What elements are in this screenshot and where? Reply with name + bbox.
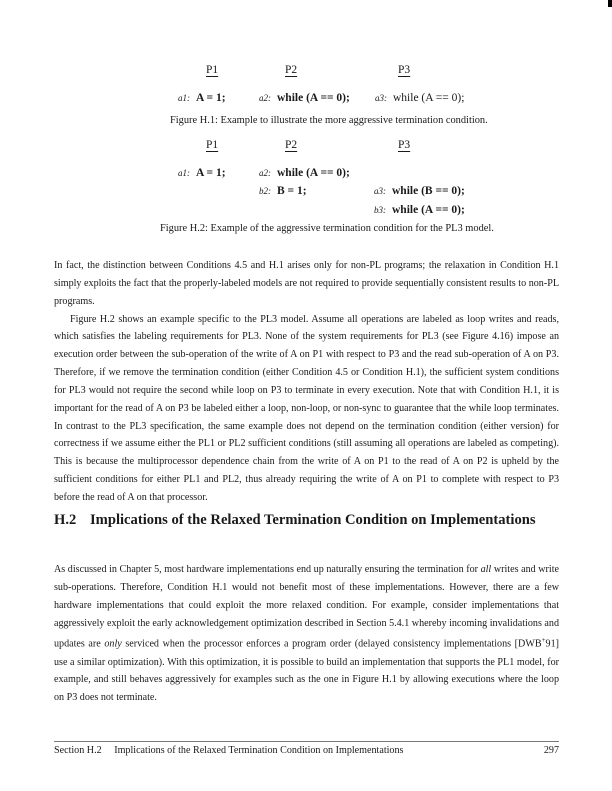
page-number: 297 [543, 745, 559, 756]
fig2-p3-statement-b3 [374, 200, 465, 218]
statement-label: a1: [178, 168, 190, 178]
fig2-p1-statement-a1 [178, 163, 226, 181]
statement-code: A = 1; [196, 92, 226, 104]
fig1-p3-statement [375, 88, 464, 106]
statement-label: b2: [259, 186, 271, 196]
statement-code: while (B == 0); [392, 185, 465, 197]
fig2-header-p3: P3 [398, 139, 411, 151]
statement-code: while (A == 0); [392, 204, 465, 216]
page-footer [54, 745, 559, 756]
section-body [54, 561, 559, 707]
fig2-p3-statement-a3 [374, 181, 465, 199]
paragraph: In fact, the distinction between Conditions 4.5 and H.1 arises only for non-PL programs; the relaxation in Condition H.1 simply exploits the fact that the properly-labeled models are not required to provide sequentially consistent results to non-PL programs. [54, 260, 559, 307]
statement-code: while (A == 0); [277, 167, 350, 179]
fig1-header-p1: P1 [206, 64, 219, 76]
fig2-header-p2: P2 [285, 139, 298, 151]
fig2-header-p1: P1 [206, 139, 219, 151]
statement-label: a2: [259, 93, 271, 103]
fig1-p1-statement [178, 88, 226, 106]
fig2-p2-statement-a2 [259, 163, 350, 181]
footer-section-title: Implications of the Relaxed Termination Condition on Implementations [114, 745, 404, 756]
scan-mark [608, 0, 612, 7]
fig1-p2-statement [259, 88, 350, 106]
statement-label: a2: [259, 168, 271, 178]
statement-label: a3: [374, 186, 386, 196]
paragraph [54, 561, 559, 707]
statement-label: a1: [178, 93, 190, 103]
section-heading [54, 508, 559, 533]
statement-code: while (A == 0); [277, 92, 350, 104]
figure-h2-caption: Figure H.2: Example of the aggressive termination condition for the PL3 model. [160, 223, 494, 234]
fig2-p2-statement-b2 [259, 181, 307, 199]
footer-rule [54, 741, 559, 742]
statement-code: A = 1; [196, 167, 226, 179]
footer-section-label: Section H.2 [54, 745, 102, 756]
statement-code: B = 1; [277, 185, 307, 197]
fig1-header-p3: P3 [398, 64, 411, 76]
text-run: serviced when the processor enforces a program order (delayed consistency implementations [DWB [121, 638, 542, 650]
figure-h1-caption: Figure H.1: Example to illustrate the more aggressive termination condition. [170, 115, 488, 126]
statement-label: b3: [374, 205, 386, 215]
paragraph: Figure H.2 shows an example specific to the PL3 model. Assume all operations are labeled as loop writes and reads, which satisfies the labeling requirements for PL3. None of the system requirements for PL3 (see Figure 4.16) impose an execution order between the sub-operation of the write of A on P1 with respect to P3 and the read sub-operation of A on P3. Therefore, if we remove the termination condition (either Condition 4.5 or Condition H.1), the sufficient system conditions for PL3 would not require the second while loop on P3 to terminate in every execution. Note that with Condition H.1, it is important for the read of A on P3 be labeled either a loop, non-loop, or non-sync to guarantee that the while loop terminates. In contrast to the PL3 specification, the same example does not depend on the termination condition (either version) for correctness if we assume either the PL1 or PL2 sufficient conditions (still assuming all operations are labeled as competing). This is because the multiprocessor dependence chain from the write of A on P1 to the read of A on P2 is upheld by the sufficient conditions for either PL1 and PL2, thus already requiring the write of A on P1 to complete with respect to P3 before the read of A on that processor. [54, 313, 559, 503]
text-run: writes and write sub-operations. Therefore, Condition H.1 would not benefit most of these implementations. However, there are a few hardware implementations that could exploit the more relaxed condition. For example, consider implementations that aggressively exploit the early acknowledgement optimization described in Section 5.4.1 whereby incoming invalidations and updates are [54, 564, 559, 650]
text-run: As discussed in Chapter 5, most hardware implementations end up naturally ensuring the termination for [54, 564, 481, 575]
section-number: H.2 [54, 512, 77, 528]
section-title: Implications of the Relaxed Termination Condition on Implementations [90, 512, 536, 528]
emphasis: all [480, 564, 492, 575]
statement-label: a3: [375, 93, 387, 103]
superscript: + [541, 636, 546, 645]
statement-code: while (A == 0); [393, 92, 465, 104]
text-run: 91] use a similar optimization). With this optimization, it is possible to build an implementation that supports the PL1 model, for example, and still behaves aggressively for examples such as the one in Figure H.1 by allowing executions where the loop on P3 does not terminate. [54, 638, 560, 704]
emphasis: only [104, 638, 122, 650]
fig1-header-p2: P2 [285, 64, 298, 76]
body-text [54, 257, 559, 507]
